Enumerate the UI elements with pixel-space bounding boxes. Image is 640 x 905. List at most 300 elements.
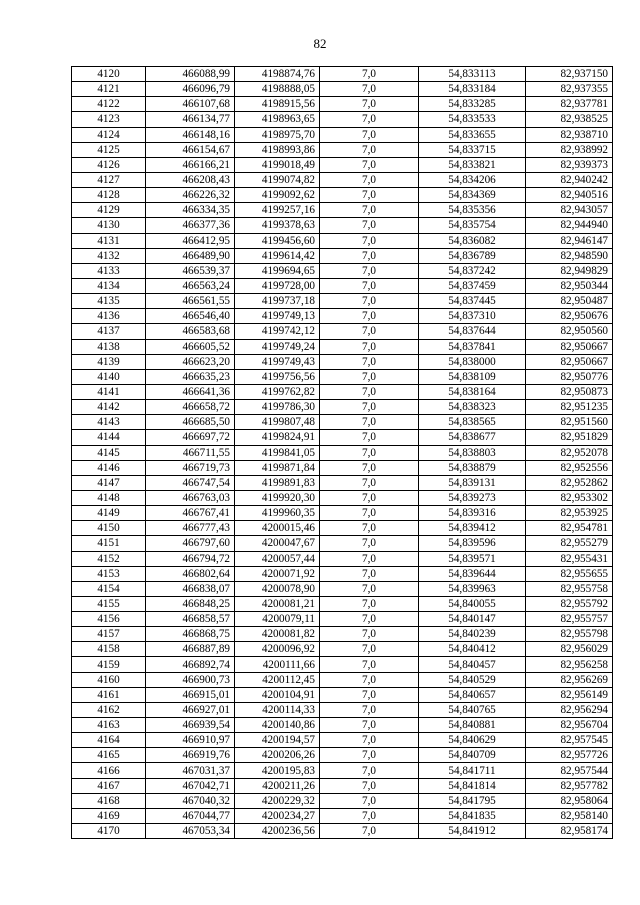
height-cell: 7,0 xyxy=(320,354,419,369)
y-coordinate-cell: 4200206,26 xyxy=(235,748,320,763)
height-cell: 7,0 xyxy=(320,309,419,324)
y-coordinate-cell: 4199257,16 xyxy=(235,203,320,218)
x-coordinate-cell: 466489,90 xyxy=(146,248,235,263)
table-row xyxy=(72,430,613,445)
height-cell: 7,0 xyxy=(320,172,419,187)
longitude-cell: 82,950667 xyxy=(526,339,613,354)
y-coordinate-cell: 4199092,62 xyxy=(235,188,320,203)
latitude-cell: 54,837459 xyxy=(419,278,526,293)
x-coordinate-cell: 467031,37 xyxy=(146,763,235,778)
x-coordinate-cell: 466868,75 xyxy=(146,627,235,642)
longitude-cell: 82,937150 xyxy=(526,67,613,82)
y-coordinate-cell: 4198888,05 xyxy=(235,82,320,97)
table-row xyxy=(72,172,613,187)
table-body xyxy=(72,67,613,839)
x-coordinate-cell: 466412,95 xyxy=(146,233,235,248)
point-number-cell: 4132 xyxy=(72,248,146,263)
y-coordinate-cell: 4199871,84 xyxy=(235,460,320,475)
table-row xyxy=(72,415,613,430)
x-coordinate-cell: 466563,24 xyxy=(146,278,235,293)
point-number-cell: 4125 xyxy=(72,142,146,157)
point-number-cell: 4165 xyxy=(72,748,146,763)
latitude-cell: 54,833113 xyxy=(419,67,526,82)
point-number-cell: 4130 xyxy=(72,218,146,233)
point-number-cell: 4123 xyxy=(72,112,146,127)
y-coordinate-cell: 4199891,83 xyxy=(235,475,320,490)
point-number-cell: 4135 xyxy=(72,294,146,309)
y-coordinate-cell: 4200114,33 xyxy=(235,702,320,717)
y-coordinate-cell: 4199742,12 xyxy=(235,324,320,339)
table-row xyxy=(72,82,613,97)
longitude-cell: 82,955757 xyxy=(526,612,613,627)
height-cell: 7,0 xyxy=(320,112,419,127)
longitude-cell: 82,958064 xyxy=(526,793,613,808)
longitude-cell: 82,951235 xyxy=(526,400,613,415)
x-coordinate-cell: 466583,68 xyxy=(146,324,235,339)
latitude-cell: 54,838565 xyxy=(419,415,526,430)
x-coordinate-cell: 466635,23 xyxy=(146,369,235,384)
longitude-cell: 82,955758 xyxy=(526,581,613,596)
table-row xyxy=(72,294,613,309)
height-cell: 7,0 xyxy=(320,506,419,521)
height-cell: 7,0 xyxy=(320,824,419,839)
point-number-cell: 4152 xyxy=(72,551,146,566)
y-coordinate-cell: 4200229,32 xyxy=(235,793,320,808)
x-coordinate-cell: 466096,79 xyxy=(146,82,235,97)
latitude-cell: 54,839596 xyxy=(419,536,526,551)
height-cell: 7,0 xyxy=(320,248,419,263)
table-row xyxy=(72,596,613,611)
x-coordinate-cell: 466919,76 xyxy=(146,748,235,763)
latitude-cell: 54,833285 xyxy=(419,97,526,112)
x-coordinate-cell: 466887,89 xyxy=(146,642,235,657)
longitude-cell: 82,955792 xyxy=(526,596,613,611)
latitude-cell: 54,837310 xyxy=(419,309,526,324)
table-row xyxy=(72,233,613,248)
y-coordinate-cell: 4200111,66 xyxy=(235,657,320,672)
point-number-cell: 4160 xyxy=(72,672,146,687)
x-coordinate-cell: 466794,72 xyxy=(146,551,235,566)
table-row xyxy=(72,142,613,157)
latitude-cell: 54,833184 xyxy=(419,82,526,97)
y-coordinate-cell: 4199728,00 xyxy=(235,278,320,293)
table-row xyxy=(72,400,613,415)
height-cell: 7,0 xyxy=(320,430,419,445)
longitude-cell: 82,958140 xyxy=(526,808,613,823)
y-coordinate-cell: 4199749,13 xyxy=(235,309,320,324)
x-coordinate-cell: 466226,32 xyxy=(146,188,235,203)
x-coordinate-cell: 466747,54 xyxy=(146,475,235,490)
longitude-cell: 82,950344 xyxy=(526,278,613,293)
point-number-cell: 4141 xyxy=(72,384,146,399)
y-coordinate-cell: 4199074,82 xyxy=(235,172,320,187)
latitude-cell: 54,841912 xyxy=(419,824,526,839)
table-row xyxy=(72,460,613,475)
table-row xyxy=(72,687,613,702)
longitude-cell: 82,938710 xyxy=(526,127,613,142)
height-cell: 7,0 xyxy=(320,733,419,748)
latitude-cell: 54,833715 xyxy=(419,142,526,157)
height-cell: 7,0 xyxy=(320,551,419,566)
table-row xyxy=(72,824,613,839)
latitude-cell: 54,838109 xyxy=(419,369,526,384)
point-number-cell: 4166 xyxy=(72,763,146,778)
latitude-cell: 54,838000 xyxy=(419,354,526,369)
height-cell: 7,0 xyxy=(320,369,419,384)
x-coordinate-cell: 466208,43 xyxy=(146,172,235,187)
longitude-cell: 82,951560 xyxy=(526,415,613,430)
height-cell: 7,0 xyxy=(320,778,419,793)
x-coordinate-cell: 466088,99 xyxy=(146,67,235,82)
table-row xyxy=(72,248,613,263)
table-row xyxy=(72,763,613,778)
y-coordinate-cell: 4200236,56 xyxy=(235,824,320,839)
y-coordinate-cell: 4198993,86 xyxy=(235,142,320,157)
table-row xyxy=(72,793,613,808)
x-coordinate-cell: 466858,57 xyxy=(146,612,235,627)
point-number-cell: 4156 xyxy=(72,612,146,627)
latitude-cell: 54,838164 xyxy=(419,384,526,399)
table-row xyxy=(72,188,613,203)
table-row xyxy=(72,581,613,596)
table-row xyxy=(72,566,613,581)
table-row xyxy=(72,536,613,551)
height-cell: 7,0 xyxy=(320,612,419,627)
longitude-cell: 82,948590 xyxy=(526,248,613,263)
longitude-cell: 82,952556 xyxy=(526,460,613,475)
x-coordinate-cell: 466719,73 xyxy=(146,460,235,475)
y-coordinate-cell: 4198975,70 xyxy=(235,127,320,142)
x-coordinate-cell: 466154,67 xyxy=(146,142,235,157)
y-coordinate-cell: 4199614,42 xyxy=(235,248,320,263)
point-number-cell: 4145 xyxy=(72,445,146,460)
height-cell: 7,0 xyxy=(320,142,419,157)
table-row xyxy=(72,718,613,733)
latitude-cell: 54,840657 xyxy=(419,687,526,702)
height-cell: 7,0 xyxy=(320,490,419,505)
latitude-cell: 54,840881 xyxy=(419,718,526,733)
longitude-cell: 82,955279 xyxy=(526,536,613,551)
longitude-cell: 82,938525 xyxy=(526,112,613,127)
longitude-cell: 82,956294 xyxy=(526,702,613,717)
height-cell: 7,0 xyxy=(320,218,419,233)
y-coordinate-cell: 4200071,92 xyxy=(235,566,320,581)
point-number-cell: 4146 xyxy=(72,460,146,475)
height-cell: 7,0 xyxy=(320,808,419,823)
longitude-cell: 82,953925 xyxy=(526,506,613,521)
longitude-cell: 82,956149 xyxy=(526,687,613,702)
x-coordinate-cell: 466641,36 xyxy=(146,384,235,399)
longitude-cell: 82,956029 xyxy=(526,642,613,657)
table-row xyxy=(72,475,613,490)
height-cell: 7,0 xyxy=(320,536,419,551)
latitude-cell: 54,841711 xyxy=(419,763,526,778)
longitude-cell: 82,940516 xyxy=(526,188,613,203)
y-coordinate-cell: 4200015,46 xyxy=(235,521,320,536)
longitude-cell: 82,950776 xyxy=(526,369,613,384)
table-row xyxy=(72,778,613,793)
point-number-cell: 4124 xyxy=(72,127,146,142)
longitude-cell: 82,952862 xyxy=(526,475,613,490)
height-cell: 7,0 xyxy=(320,642,419,657)
latitude-cell: 54,838879 xyxy=(419,460,526,475)
x-coordinate-cell: 466892,74 xyxy=(146,657,235,672)
longitude-cell: 82,956704 xyxy=(526,718,613,733)
y-coordinate-cell: 4199824,91 xyxy=(235,430,320,445)
y-coordinate-cell: 4199920,30 xyxy=(235,490,320,505)
table-row xyxy=(72,748,613,763)
point-number-cell: 4138 xyxy=(72,339,146,354)
longitude-cell: 82,957544 xyxy=(526,763,613,778)
longitude-cell: 82,957545 xyxy=(526,733,613,748)
x-coordinate-cell: 466134,77 xyxy=(146,112,235,127)
point-number-cell: 4170 xyxy=(72,824,146,839)
point-number-cell: 4161 xyxy=(72,687,146,702)
height-cell: 7,0 xyxy=(320,596,419,611)
x-coordinate-cell: 466763,03 xyxy=(146,490,235,505)
x-coordinate-cell: 466802,64 xyxy=(146,566,235,581)
latitude-cell: 54,839131 xyxy=(419,475,526,490)
latitude-cell: 54,840629 xyxy=(419,733,526,748)
x-coordinate-cell: 467042,71 xyxy=(146,778,235,793)
height-cell: 7,0 xyxy=(320,581,419,596)
longitude-cell: 82,944940 xyxy=(526,218,613,233)
point-number-cell: 4159 xyxy=(72,657,146,672)
longitude-cell: 82,949829 xyxy=(526,263,613,278)
y-coordinate-cell: 4200081,21 xyxy=(235,596,320,611)
table-row xyxy=(72,97,613,112)
latitude-cell: 54,841835 xyxy=(419,808,526,823)
table-row xyxy=(72,521,613,536)
x-coordinate-cell: 466838,07 xyxy=(146,581,235,596)
height-cell: 7,0 xyxy=(320,415,419,430)
y-coordinate-cell: 4200112,45 xyxy=(235,672,320,687)
height-cell: 7,0 xyxy=(320,294,419,309)
point-number-cell: 4127 xyxy=(72,172,146,187)
longitude-cell: 82,940242 xyxy=(526,172,613,187)
height-cell: 7,0 xyxy=(320,445,419,460)
y-coordinate-cell: 4199756,56 xyxy=(235,369,320,384)
longitude-cell: 82,956258 xyxy=(526,657,613,672)
latitude-cell: 54,840147 xyxy=(419,612,526,627)
point-number-cell: 4139 xyxy=(72,354,146,369)
latitude-cell: 54,836789 xyxy=(419,248,526,263)
height-cell: 7,0 xyxy=(320,127,419,142)
height-cell: 7,0 xyxy=(320,203,419,218)
point-number-cell: 4121 xyxy=(72,82,146,97)
table-row xyxy=(72,733,613,748)
height-cell: 7,0 xyxy=(320,566,419,581)
x-coordinate-cell: 466107,68 xyxy=(146,97,235,112)
y-coordinate-cell: 4199960,35 xyxy=(235,506,320,521)
y-coordinate-cell: 4200211,26 xyxy=(235,778,320,793)
y-coordinate-cell: 4199737,18 xyxy=(235,294,320,309)
latitude-cell: 54,837242 xyxy=(419,263,526,278)
height-cell: 7,0 xyxy=(320,233,419,248)
height-cell: 7,0 xyxy=(320,672,419,687)
latitude-cell: 54,836082 xyxy=(419,233,526,248)
latitude-cell: 54,833533 xyxy=(419,112,526,127)
latitude-cell: 54,838677 xyxy=(419,430,526,445)
point-number-cell: 4155 xyxy=(72,596,146,611)
longitude-cell: 82,956269 xyxy=(526,672,613,687)
height-cell: 7,0 xyxy=(320,627,419,642)
table-row xyxy=(72,263,613,278)
height-cell: 7,0 xyxy=(320,97,419,112)
x-coordinate-cell: 466623,20 xyxy=(146,354,235,369)
point-number-cell: 4137 xyxy=(72,324,146,339)
latitude-cell: 54,840457 xyxy=(419,657,526,672)
point-number-cell: 4120 xyxy=(72,67,146,82)
longitude-cell: 82,957726 xyxy=(526,748,613,763)
longitude-cell: 82,955798 xyxy=(526,627,613,642)
latitude-cell: 54,835356 xyxy=(419,203,526,218)
latitude-cell: 54,840765 xyxy=(419,702,526,717)
height-cell: 7,0 xyxy=(320,278,419,293)
longitude-cell: 82,957782 xyxy=(526,778,613,793)
longitude-cell: 82,937355 xyxy=(526,82,613,97)
point-number-cell: 4142 xyxy=(72,400,146,415)
longitude-cell: 82,954781 xyxy=(526,521,613,536)
table-row xyxy=(72,218,613,233)
height-cell: 7,0 xyxy=(320,324,419,339)
y-coordinate-cell: 4198915,56 xyxy=(235,97,320,112)
latitude-cell: 54,837644 xyxy=(419,324,526,339)
y-coordinate-cell: 4200140,86 xyxy=(235,718,320,733)
table-row xyxy=(72,490,613,505)
latitude-cell: 54,840239 xyxy=(419,627,526,642)
x-coordinate-cell: 466711,55 xyxy=(146,445,235,460)
latitude-cell: 54,838323 xyxy=(419,400,526,415)
y-coordinate-cell: 4200047,67 xyxy=(235,536,320,551)
x-coordinate-cell: 466334,35 xyxy=(146,203,235,218)
x-coordinate-cell: 466777,43 xyxy=(146,521,235,536)
table-row xyxy=(72,354,613,369)
y-coordinate-cell: 4199378,63 xyxy=(235,218,320,233)
latitude-cell: 54,834206 xyxy=(419,172,526,187)
longitude-cell: 82,950487 xyxy=(526,294,613,309)
x-coordinate-cell: 466561,55 xyxy=(146,294,235,309)
y-coordinate-cell: 4200078,90 xyxy=(235,581,320,596)
point-number-cell: 4143 xyxy=(72,415,146,430)
latitude-cell: 54,840412 xyxy=(419,642,526,657)
point-number-cell: 4126 xyxy=(72,157,146,172)
y-coordinate-cell: 4199762,82 xyxy=(235,384,320,399)
longitude-cell: 82,937781 xyxy=(526,97,613,112)
height-cell: 7,0 xyxy=(320,400,419,415)
y-coordinate-cell: 4198963,65 xyxy=(235,112,320,127)
point-number-cell: 4150 xyxy=(72,521,146,536)
latitude-cell: 54,839412 xyxy=(419,521,526,536)
point-number-cell: 4164 xyxy=(72,733,146,748)
point-number-cell: 4144 xyxy=(72,430,146,445)
y-coordinate-cell: 4200195,83 xyxy=(235,763,320,778)
table-row xyxy=(72,702,613,717)
latitude-cell: 54,839273 xyxy=(419,490,526,505)
height-cell: 7,0 xyxy=(320,157,419,172)
point-number-cell: 4163 xyxy=(72,718,146,733)
page-number: 82 xyxy=(313,36,327,51)
height-cell: 7,0 xyxy=(320,657,419,672)
point-number-cell: 4157 xyxy=(72,627,146,642)
table-row xyxy=(72,278,613,293)
table-row xyxy=(72,642,613,657)
height-cell: 7,0 xyxy=(320,702,419,717)
latitude-cell: 54,841814 xyxy=(419,778,526,793)
point-number-cell: 4168 xyxy=(72,793,146,808)
point-number-cell: 4153 xyxy=(72,566,146,581)
latitude-cell: 54,837445 xyxy=(419,294,526,309)
height-cell: 7,0 xyxy=(320,339,419,354)
table-row xyxy=(72,445,613,460)
y-coordinate-cell: 4200079,11 xyxy=(235,612,320,627)
point-number-cell: 4162 xyxy=(72,702,146,717)
x-coordinate-cell: 466166,21 xyxy=(146,157,235,172)
table-row xyxy=(72,657,613,672)
longitude-cell: 82,939373 xyxy=(526,157,613,172)
x-coordinate-cell: 467053,34 xyxy=(146,824,235,839)
height-cell: 7,0 xyxy=(320,718,419,733)
y-coordinate-cell: 4200194,57 xyxy=(235,733,320,748)
height-cell: 7,0 xyxy=(320,687,419,702)
height-cell: 7,0 xyxy=(320,67,419,82)
point-number-cell: 4134 xyxy=(72,278,146,293)
latitude-cell: 54,839963 xyxy=(419,581,526,596)
x-coordinate-cell: 466767,41 xyxy=(146,506,235,521)
longitude-cell: 82,950676 xyxy=(526,309,613,324)
table-row xyxy=(72,324,613,339)
x-coordinate-cell: 466848,25 xyxy=(146,596,235,611)
table-row xyxy=(72,672,613,687)
point-number-cell: 4169 xyxy=(72,808,146,823)
x-coordinate-cell: 466685,50 xyxy=(146,415,235,430)
latitude-cell: 54,839316 xyxy=(419,506,526,521)
point-number-cell: 4149 xyxy=(72,506,146,521)
longitude-cell: 82,951829 xyxy=(526,430,613,445)
y-coordinate-cell: 4200096,92 xyxy=(235,642,320,657)
longitude-cell: 82,953302 xyxy=(526,490,613,505)
longitude-cell: 82,938992 xyxy=(526,142,613,157)
height-cell: 7,0 xyxy=(320,521,419,536)
latitude-cell: 54,837841 xyxy=(419,339,526,354)
latitude-cell: 54,833821 xyxy=(419,157,526,172)
longitude-cell: 82,958174 xyxy=(526,824,613,839)
x-coordinate-cell: 466697,72 xyxy=(146,430,235,445)
longitude-cell: 82,955431 xyxy=(526,551,613,566)
point-number-cell: 4122 xyxy=(72,97,146,112)
latitude-cell: 54,834369 xyxy=(419,188,526,203)
longitude-cell: 82,950560 xyxy=(526,324,613,339)
latitude-cell: 54,835754 xyxy=(419,218,526,233)
y-coordinate-cell: 4200234,27 xyxy=(235,808,320,823)
height-cell: 7,0 xyxy=(320,793,419,808)
table-row xyxy=(72,112,613,127)
y-coordinate-cell: 4198874,76 xyxy=(235,67,320,82)
x-coordinate-cell: 467044,77 xyxy=(146,808,235,823)
point-number-cell: 4147 xyxy=(72,475,146,490)
table-row xyxy=(72,506,613,521)
table-row xyxy=(72,157,613,172)
height-cell: 7,0 xyxy=(320,475,419,490)
point-number-cell: 4129 xyxy=(72,203,146,218)
point-number-cell: 4158 xyxy=(72,642,146,657)
x-coordinate-cell: 466910,97 xyxy=(146,733,235,748)
x-coordinate-cell: 466546,40 xyxy=(146,309,235,324)
y-coordinate-cell: 4200104,91 xyxy=(235,687,320,702)
height-cell: 7,0 xyxy=(320,188,419,203)
y-coordinate-cell: 4199841,05 xyxy=(235,445,320,460)
table-row xyxy=(72,369,613,384)
